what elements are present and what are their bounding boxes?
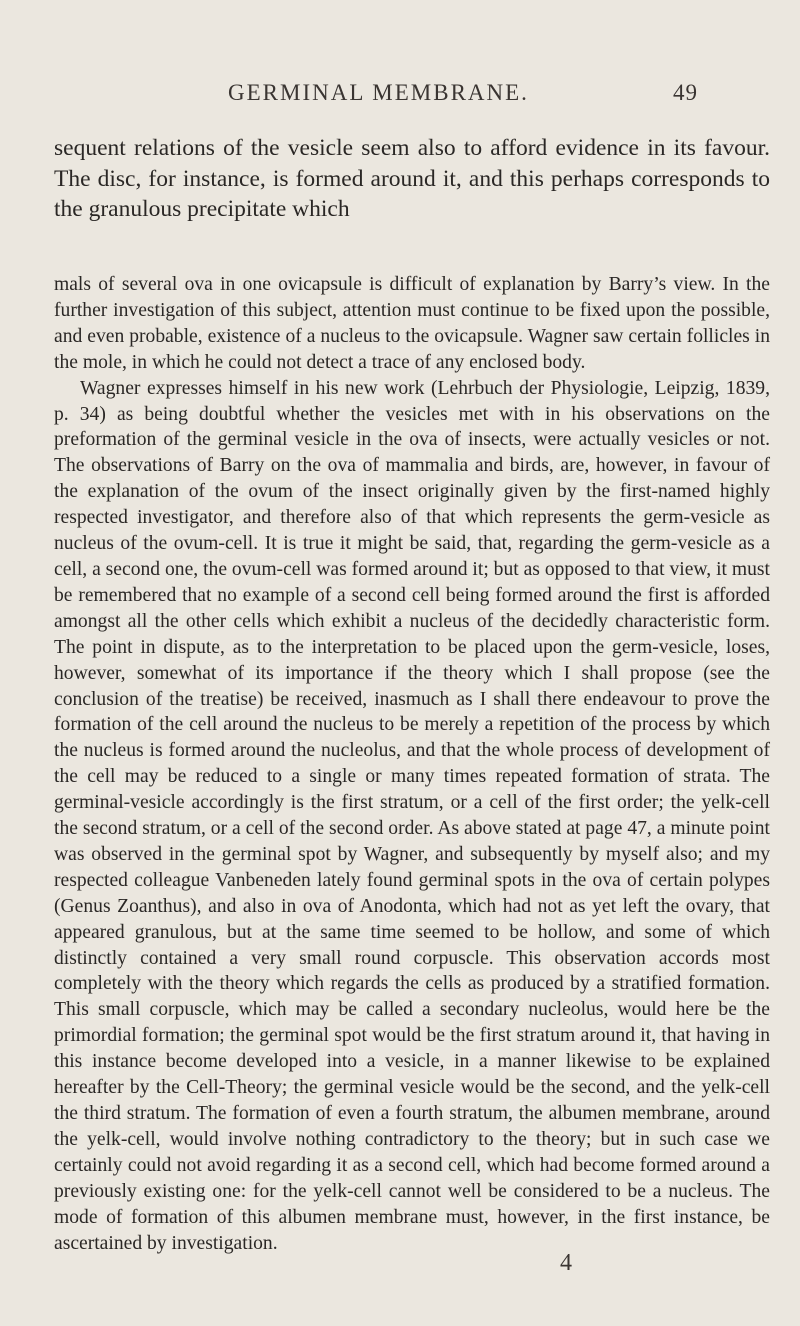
page-number: 49	[673, 80, 698, 105]
running-title: GERMINAL MEMBRANE.	[228, 80, 529, 105]
running-head	[228, 80, 698, 106]
footnote-body	[54, 272, 770, 1256]
lead-paragraph: sequent relations of the vesicle seem also to afford evidence in its favour. The disc, for instance, is formed around it, and this perhaps corresponds to the granulous precipitate which	[54, 135, 770, 222]
paragraph-2: Wagner expresses himself in his new work (Lehrbuch der Physiologie, Leipzig, 1839, p. 34) as being doubtful whether the vesicles met with in his observations on the preformation of the germinal vesicle in the ova of insects, were actually vesicles or not. The observations of Barry on the ova of mammalia and birds, are, however, in favour of the explanation of the ovum of the insect originally given by the first-named highly respected investigator, and therefore also of that which represents the germ-vesicle as nucleus of the ovum-cell. It is true it might be said, that, regarding the germ-vesicle as a cell, a second one, the ovum-cell was formed around it; but as opposed to that view, it must be remembered that no example of a second cell being formed around the first is afforded amongst all the other cells which exhibit a nucleus of the decidedly characteristic form. The point in dispute, as to the interpretation to be placed upon the germ-vesicle, loses, however, somewhat of its importance if the theory which I shall propose (see the conclusion of the treatise) be received, inasmuch as I shall there endeavour to prove the formation of the cell around the nucleus to be merely a repetition of the process by which the nucleus is formed around the nucleolus, and that the whole process of development of the cell may be reduced to a single or many times repeated formation of strata. The germinal-vesicle accordingly is the first stratum, or a cell of the first order; the yelk-cell the second stratum, or a cell of the second order. As above stated at page 47, a minute point was observed in the germinal spot by Wagner, and subsequently by myself also; and my respected colleague Vanbeneden lately found germinal spots in the ova of certain polypes (Genus Zoanthus), and also in ova of Anodonta, which had not as yet left the ovary, that appeared granulous, but at the same time seemed to be hollow, and some of which distinctly contained a very small round corpuscle. This observation accords most completely with the theory which regards the cells as produced by a stratified formation. This small corpuscle, which may be called a secondary nucleolus, would here be the primordial formation; the germinal spot would be the first stratum around it, that having in this instance become developed into a vesicle, in a manner likewise to be explained hereafter by the Cell-Theory; the germinal vesicle would be the second, and the yelk-cell the third stratum. The formation of even a fourth stratum, the albumen membrane, around the yelk-cell, would involve nothing contradictory to the theory; but in such case we certainly could not avoid regarding it as a second cell, which had become formed around a previously existing one: for the yelk-cell cannot well be considered to be a nucleus. The mode of formation of this albumen membrane must, however, in the first instance, be ascertained by investigation.	[54, 377, 770, 1254]
paragraph-1: mals of several ova in one ovicapsule is difficult of explanation by Barry’s view. In the further investigation of this subject, attention must continue to be fixed upon the possible, and even probable, existence of a nucleus to the ovicapsule. Wagner saw certain follicles in the mole, in which he could not detect a trace of any enclosed body.	[54, 274, 770, 373]
signature-mark: 4	[560, 1250, 572, 1276]
